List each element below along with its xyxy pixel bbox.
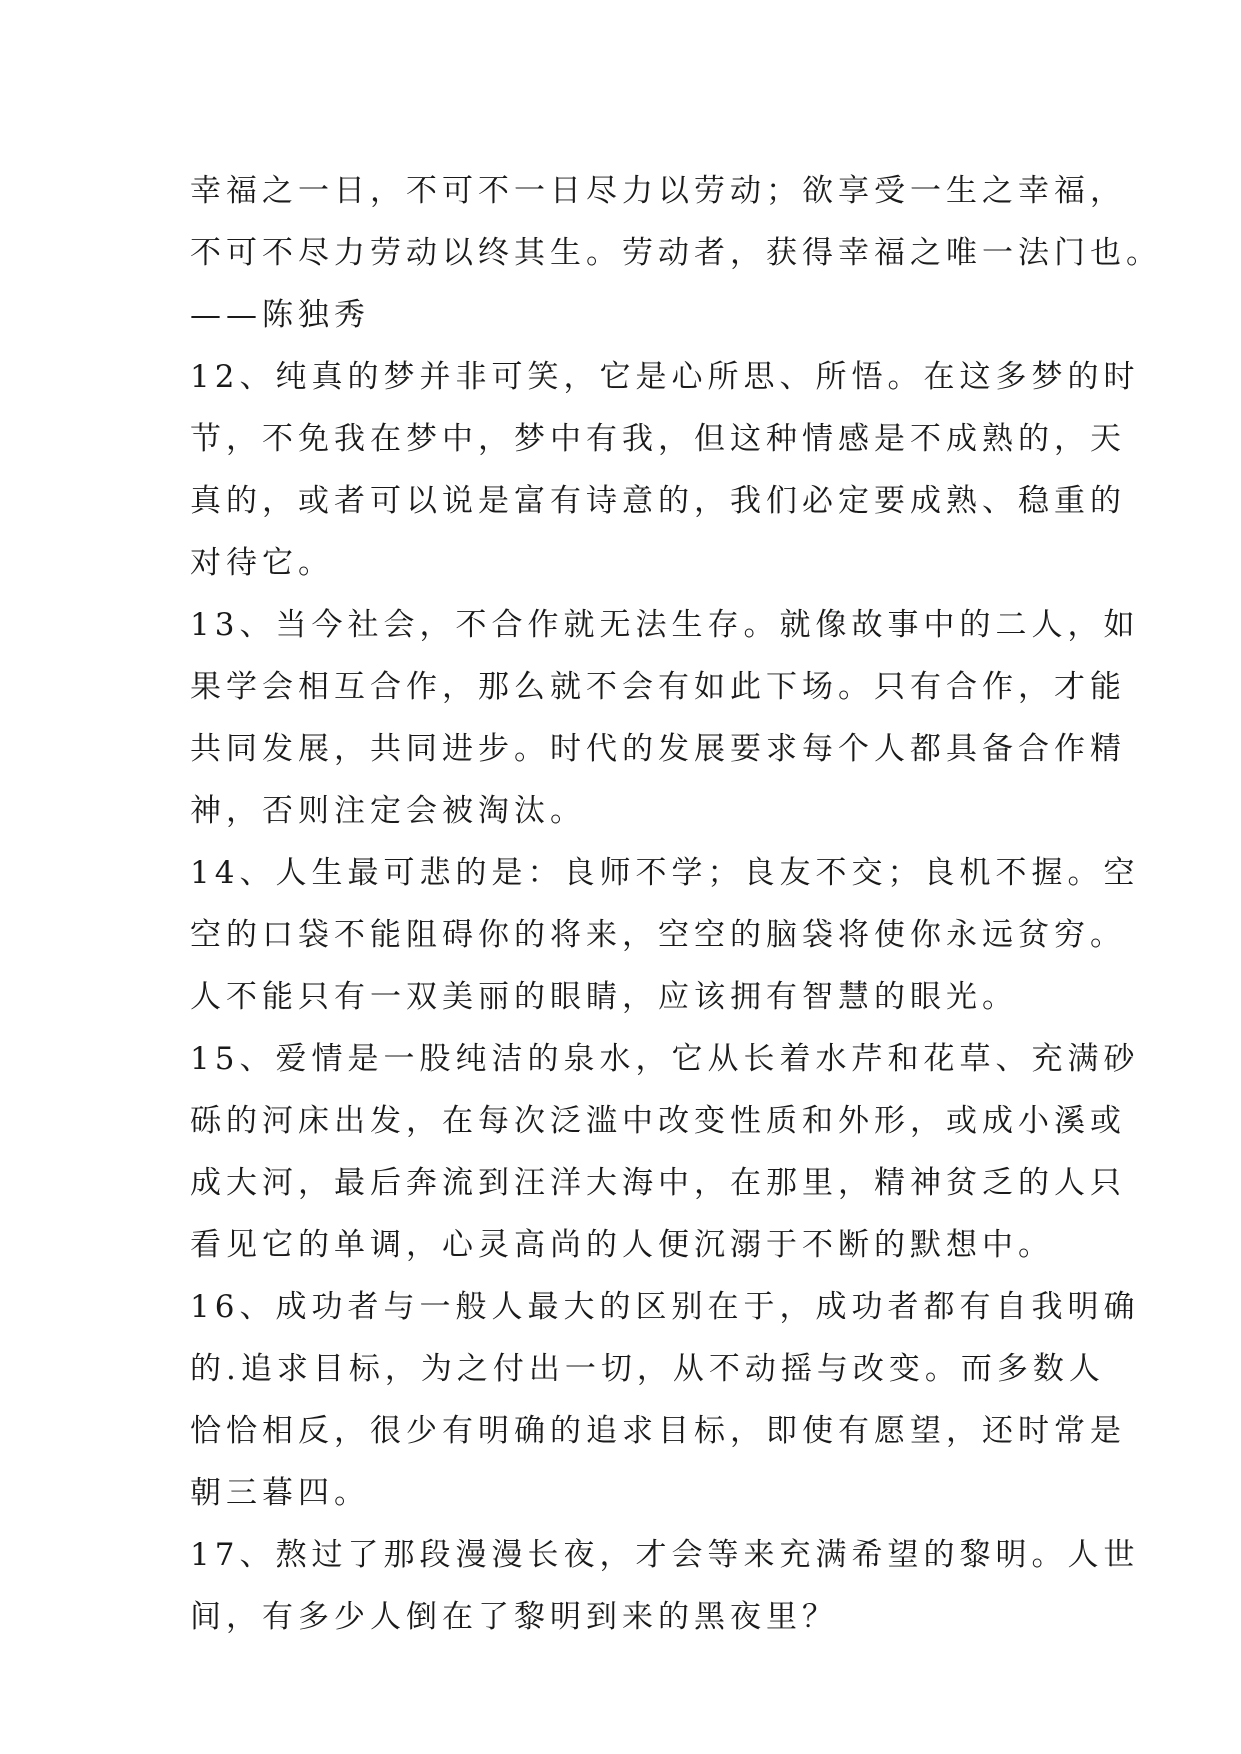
text-line: 朝三暮四。 (190, 1475, 370, 1511)
text-line: 12、纯真的梦并非可笑，它是心所思、所悟。在这多梦的时 (190, 359, 1140, 395)
text-line: 幸福之一日，不可不一日尽力以劳动；欲享受一生之幸福， (190, 173, 1126, 209)
text-line: 看见它的单调，心灵高尚的人便沉溺于不断的默想中。 (190, 1227, 1054, 1263)
text-line: 恰恰相反，很少有明确的追求目标，即使有愿望，还时常是 (190, 1413, 1126, 1449)
text-line: 人不能只有一双美丽的眼睛，应该拥有智慧的眼光。 (190, 979, 1018, 1015)
text-line: 15、爱情是一股纯洁的泉水，它从长着水芹和花草、充满砂 (190, 1041, 1140, 1077)
text-line: 对待它。 (190, 545, 334, 581)
text-line: 砾的河床出发，在每次泛滥中改变性质和外形，或成小溪或 (190, 1103, 1126, 1139)
text-line: 不可不尽力劳动以终其生。劳动者，获得幸福之唯一法门也。 (190, 235, 1162, 271)
text-line: 13、当今社会，不合作就无法生存。就像故事中的二人，如 (190, 607, 1140, 643)
text-line: 14、人生最可悲的是：良师不学；良友不交；良机不握。空 (190, 855, 1140, 891)
text-line: 16、成功者与一般人最大的区别在于，成功者都有自我明确 (190, 1289, 1140, 1325)
text-line: 真的，或者可以说是富有诗意的，我们必定要成熟、稳重的 (190, 483, 1126, 519)
text-line: 节，不免我在梦中，梦中有我，但这种情感是不成熟的，天 (190, 421, 1126, 457)
text-line: 共同发展，共同进步。时代的发展要求每个人都具备合作精 (190, 731, 1126, 767)
text-line: 成大河，最后奔流到汪洋大海中，在那里，精神贫乏的人只 (190, 1165, 1126, 1201)
text-line: 神，否则注定会被淘汰。 (190, 793, 586, 829)
text-line: 间，有多少人倒在了黎明到来的黑夜里？ (190, 1599, 838, 1635)
text-line: 空的口袋不能阻碍你的将来，空空的脑袋将使你永远贫穷。 (190, 917, 1126, 953)
text-line: 的.追求目标，为之付出一切，从不动摇与改变。而多数人 (190, 1351, 1105, 1387)
text-line: ——陈独秀 (190, 297, 370, 333)
document-body (190, 160, 1162, 1648)
text-line: 17、熬过了那段漫漫长夜，才会等来充满希望的黎明。人世 (190, 1537, 1140, 1573)
text-line: 果学会相互合作，那么就不会有如此下场。只有合作，才能 (190, 669, 1126, 705)
